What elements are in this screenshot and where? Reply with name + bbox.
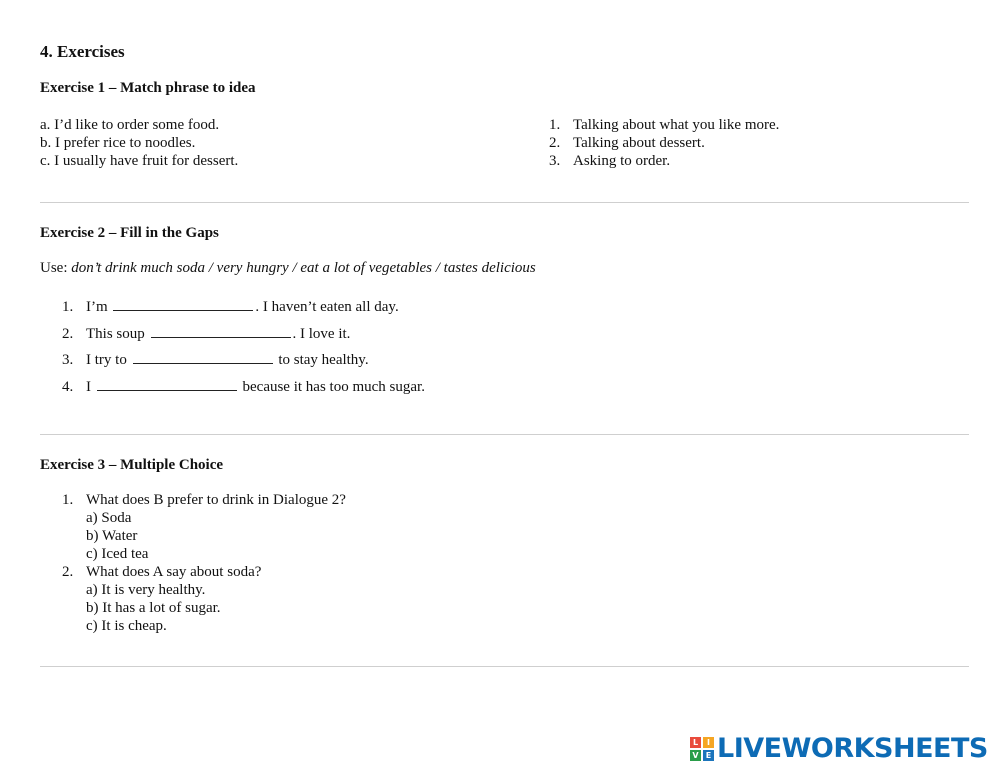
idea-2-text: Talking about dessert.	[573, 135, 705, 151]
gap-item-1	[62, 297, 425, 324]
question-2-option-b[interactable]: b) It has a lot of sugar.	[86, 600, 221, 616]
exercise-3-title: Exercise 3 – Multiple Choice	[40, 457, 224, 473]
idea-2	[549, 134, 779, 152]
phrase-a: a. I’d like to order some food.	[40, 117, 220, 133]
idea-1	[549, 116, 779, 134]
phrase-b: b. I prefer rice to noodles.	[40, 135, 196, 151]
idea-1-text: Talking about what you like more.	[573, 117, 780, 133]
exercise-2-title: Exercise 2 – Fill in the Gaps	[40, 225, 219, 241]
divider-1	[40, 202, 969, 203]
question-1-text: What does B prefer to drink in Dialogue 2?	[86, 492, 346, 508]
gap-item-2-before: This soup	[86, 325, 145, 342]
question-1	[62, 491, 346, 509]
logo-tiles	[690, 737, 714, 761]
exercise-1-ideas	[549, 116, 779, 170]
word-bank-words: don’t drink much soda / very hungry / eat a lot of vegetables / tastes delicious	[71, 260, 536, 276]
word-bank	[40, 259, 536, 277]
question-2-option-a[interactable]: a) It is very healthy.	[86, 582, 206, 598]
liveworksheets-logo	[690, 733, 988, 764]
gap-item-4-blank[interactable]	[97, 377, 237, 391]
logo-tile-e: E	[703, 750, 714, 761]
gap-item-3-blank[interactable]	[133, 350, 273, 364]
gap-item-1-before: I’m	[86, 299, 108, 315]
idea-3-text: Asking to order.	[573, 153, 671, 169]
gap-item-4-after: because it has too much sugar.	[238, 378, 425, 395]
idea-3-number: 3.	[549, 153, 561, 169]
exercise-1-phrases	[40, 116, 238, 170]
exercise-2-items	[62, 297, 425, 403]
gap-item-3	[62, 350, 425, 377]
question-1-number: 1.	[62, 492, 74, 508]
gap-item-2	[62, 324, 425, 351]
question-2-option-c[interactable]: c) It is cheap.	[86, 618, 167, 634]
idea-3	[549, 152, 779, 170]
gap-item-3-before: I try to	[86, 352, 127, 368]
logo-tile-i: I	[703, 737, 714, 748]
question-2	[62, 563, 346, 581]
gap-item-4-before: I	[86, 378, 91, 395]
word-bank-label: Use:	[40, 260, 72, 276]
section-heading: 4. Exercises	[40, 42, 125, 61]
exercise-3-questions	[62, 491, 346, 635]
question-1-option-b[interactable]: b) Water	[86, 528, 138, 544]
gap-item-2-number: 2.	[62, 325, 74, 342]
divider-2	[40, 434, 969, 435]
question-2-number: 2.	[62, 564, 74, 580]
gap-item-1-after: . I haven’t eaten all day.	[255, 299, 399, 315]
gap-item-2-after: . I love it.	[292, 325, 351, 342]
gap-item-4	[62, 377, 425, 404]
gap-item-4-number: 4.	[62, 378, 74, 395]
gap-item-1-blank[interactable]	[113, 297, 253, 311]
exercise-1-title: Exercise 1 – Match phrase to idea	[40, 80, 256, 96]
idea-2-number: 2.	[549, 135, 561, 151]
gap-item-3-number: 3.	[62, 352, 74, 368]
logo-tile-v: V	[690, 750, 701, 761]
divider-3	[40, 666, 969, 667]
gap-item-3-after: to stay healthy.	[274, 352, 369, 368]
idea-1-number: 1.	[549, 117, 561, 133]
question-2-text: What does A say about soda?	[86, 564, 262, 580]
logo-tile-l: L	[690, 737, 701, 748]
logo-text: LIVEWORKSHEETS	[717, 733, 988, 764]
gap-item-2-blank[interactable]	[151, 324, 291, 338]
phrase-c: c. I usually have fruit for dessert.	[40, 153, 239, 169]
question-1-option-c[interactable]: c) Iced tea	[86, 546, 149, 562]
gap-item-1-number: 1.	[62, 299, 74, 315]
question-1-option-a[interactable]: a) Soda	[86, 510, 132, 526]
